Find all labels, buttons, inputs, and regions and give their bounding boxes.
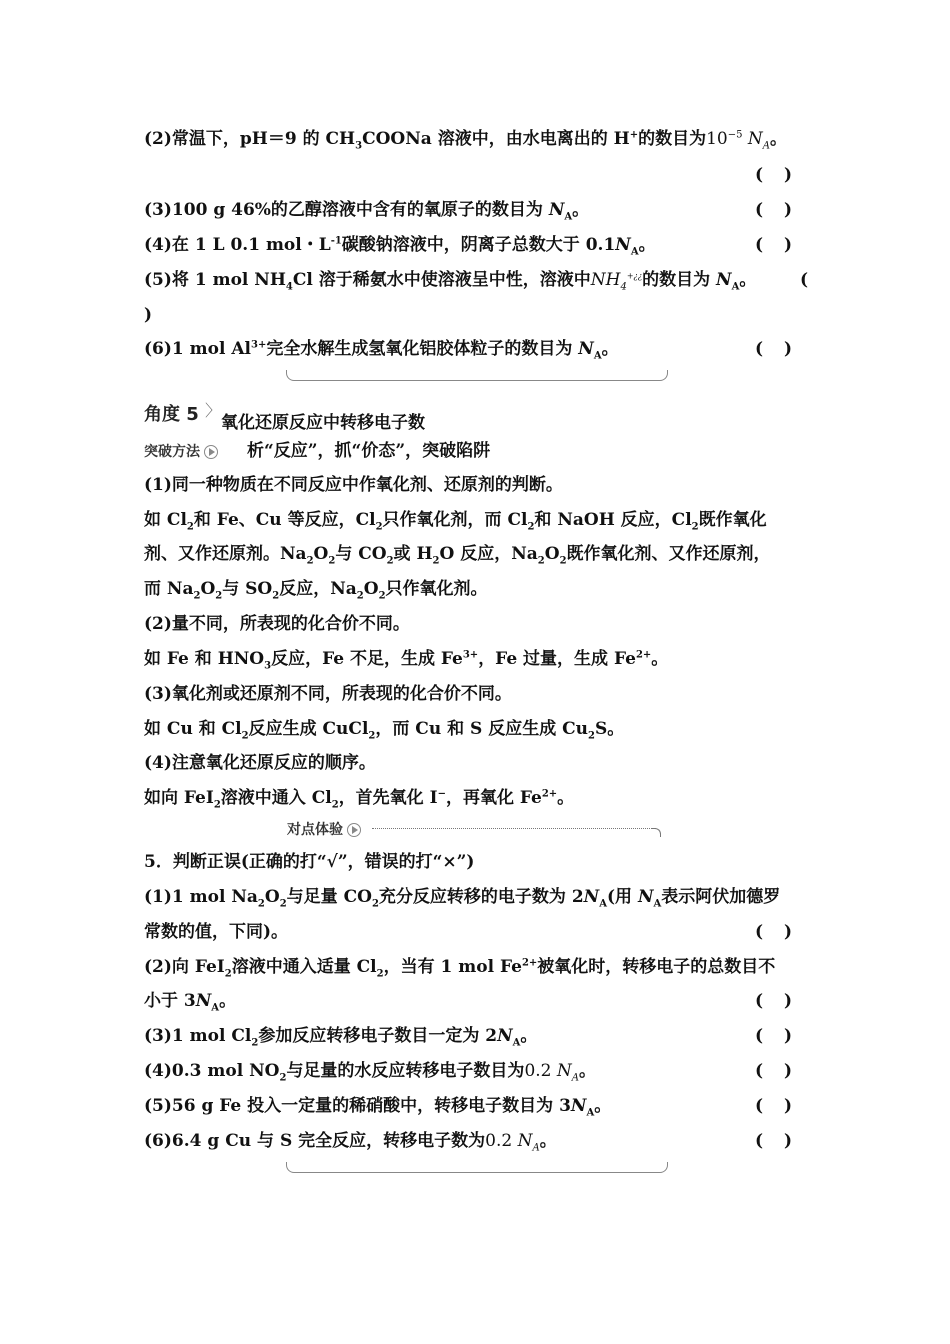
method-p10: 如向 FeI$_2$溶液中通入 $Cl_2$，首先氧化 I−，再氧化 $Fe^{2+}$。 <box>144 788 575 811</box>
answer-paren-5-open[interactable]: ( <box>800 270 809 290</box>
practice-item-2-cont: 小于 $3N_A$。 <box>144 991 237 1014</box>
practice-item-4: (4)0.3 mol $NO_2$与足量的水反应转移电子数目为0.2 $N_A$。 <box>144 1061 596 1084</box>
q4-item-6: (6)1 mol $Al^{3+}$完全水解生成氢氧化铝胶体粒子的数目为 $N_A$。 <box>144 339 619 362</box>
method-p2: 如 $Cl_2$和 Fe、Cu 等反应，$Cl_2$只作氧化剂，而 $Cl_2$和 NaOH 反应，$Cl_2$既作氧化 <box>144 510 767 533</box>
practice-item-3: (3)1 mol $Cl_2$参加反应转移电子数目一定为 $2N_A$。 <box>144 1026 538 1049</box>
practice-paren-6[interactable]: ( ) <box>755 1131 795 1151</box>
angle-separator: 〉 <box>205 401 222 420</box>
method-heading: 析“反应”，抓“价态”，突破陷阱 <box>247 441 491 461</box>
play-arrow-icon <box>204 445 218 459</box>
practice-paren-5[interactable]: ( ) <box>755 1096 795 1116</box>
bottom-divider <box>286 1162 668 1173</box>
answer-paren-4[interactable]: ( ) <box>755 235 795 255</box>
practice-paren-4[interactable]: ( ) <box>755 1061 795 1081</box>
practice-paren-2[interactable]: ( ) <box>755 991 795 1011</box>
q4-item-2: (2)常温下，pH＝9 的 $CH_3COONa$ 溶液中，由水电离出的 H+的数目为$10^{-5}$ $N_A$。 <box>144 129 787 152</box>
play-arrow-icon <box>347 823 361 837</box>
method-p3: 剂、又作还原剂。$Na_2O_2$与 $CO_2$或 $H_2O$ 反应，$Na_2O_2$既作氧化剂、又作还原剂， <box>144 544 771 567</box>
practice-rule <box>372 828 656 829</box>
angle-title: 氧化还原反应中转移电子数 <box>221 413 425 433</box>
practice-paren-3[interactable]: ( ) <box>755 1026 795 1046</box>
answer-paren-6[interactable]: ( ) <box>755 339 795 359</box>
q4-item-4: (4)在 1 L 0.1 mol・$L^{-1}$碳酸钠溶液中，阴离子总数大于 $0.1N_A$。 <box>144 235 656 258</box>
practice-rule-end <box>652 828 661 837</box>
practice-question-title: 5．判断正误(正确的打“√”，错误的打“×”) <box>144 852 475 872</box>
answer-paren-2[interactable]: ( ) <box>755 165 795 185</box>
method-p8: 如 Cu 和 $Cl_2$反应生成 CuCl$_2$，而 Cu 和 S 反应生成 $Cu_2S$。 <box>144 719 625 742</box>
angle-tag: 角度 5 <box>144 404 199 425</box>
method-p4: 而 $Na_2O_2$与 $SO_2$反应，$Na_2O_2$只作氧化剂。 <box>144 579 488 602</box>
section-divider <box>286 370 668 381</box>
answer-paren-3[interactable]: ( ) <box>755 200 795 220</box>
q4-item-3: (3)100 g 46%的乙醇溶液中含有的氧原子的数目为 $N_A$。 <box>144 200 590 223</box>
practice-item-6: (6)6.4 g Cu 与 S 完全反应，转移电子数为0.2 $N_A$。 <box>144 1131 557 1154</box>
method-p6: 如 Fe 和 $HNO_3$反应，Fe 不足，生成 $Fe^{3+}$，Fe 过量，生成 $Fe^{2+}$。 <box>144 649 669 672</box>
answer-paren-5-close: ) <box>144 305 153 325</box>
practice-item-1-cont: 常数的值，下同)。 <box>144 922 289 942</box>
method-p1: (1)同一种物质在不同反应中作氧化剂、还原剂的判断。 <box>144 475 563 495</box>
practice-label: 对点体验 <box>287 819 361 839</box>
q4-item-5: (5)将 1 mol $NH_4Cl$ 溶于稀氨水中使溶液呈中性，溶液中$NH_4^{+¿¿}$的数目为 $N_A$。 <box>144 270 757 293</box>
practice-paren-1[interactable]: ( ) <box>755 922 795 942</box>
method-p5: (2)量不同，所表现的化合价不同。 <box>144 614 410 634</box>
practice-item-2: (2)向 FeI$_2$溶液中通入适量 $Cl_2$，当有 1 mol $Fe^{2+}$被氧化时，转移电子的总数目不 <box>144 957 776 980</box>
method-label: 突破方法 <box>144 441 218 461</box>
method-p7: (3)氧化剂或还原剂不同，所表现的化合价不同。 <box>144 684 512 704</box>
method-p9: (4)注意氧化还原反应的顺序。 <box>144 753 376 773</box>
practice-item-1: (1)1 mol $Na_2O_2$与足量 $CO_2$充分反应转移的电子数为 $2N_A$(用 $N_A$表示阿伏加德罗 <box>144 887 781 910</box>
practice-item-5: (5)56 g Fe 投入一定量的稀硝酸中，转移电子数目为 $3N_A$。 <box>144 1096 612 1119</box>
